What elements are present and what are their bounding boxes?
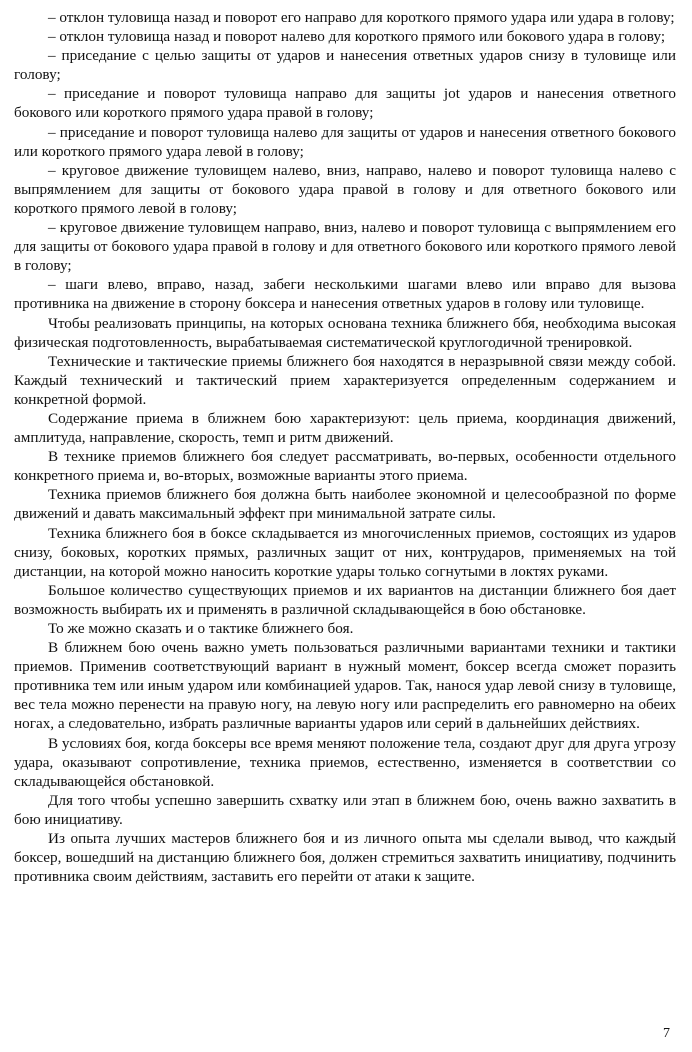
body-paragraph: В условиях боя, когда боксеры все время меняют положение тела, создают друг для друга угрозу удара, оказывают сопротивление, техника приемов, естественно, изменяется в соответствии со складывающейся обстановкой. (14, 734, 676, 790)
page-number: 7 (663, 1026, 670, 1041)
body-paragraph: То же можно сказать и о тактике ближнего боя. (48, 620, 354, 637)
body-paragraph: В ближнем бою очень важно уметь пользоваться различными вариантами техники и тактики приемов. Применив соответствующий вариант в нужный момент, боксер всегда сможет поразить противника тем или иным ударом или комбинацией ударов. Так, нанося удар левой снизу в туловище, вес тела можно перенести на правую ногу, на левую ногу или распределить его равномерно на обеих ногах, а следовательно, избрать различные варианты ударов или серий в дальнейших действиях. (14, 639, 676, 733)
body-paragraph: Для того чтобы успешно завершить схватку или этап в ближнем бою, очень важно захватить в бою инициативу. (14, 791, 676, 828)
list-item-steps: – шаги влево, вправо, назад, забеги несколькими шагами влево или вправо для вызова противника на движение в сторону боксера и нанесения ответных ударов в голову или туловище. (14, 276, 676, 313)
list-item-squat: – приседание с целью защиты от ударов и нанесения ответных ударов снизу в туловище или голову; (14, 47, 676, 84)
body-paragraph: Большое количество существующих приемов и их вариантов на дистанции ближнего боя дает возможность выбирать их и применять в различной складывающейся в бою обстановке. (14, 581, 676, 618)
body-paragraph: В технике приемов ближнего боя следует рассматривать, во-первых, особенности отдельного конкретного приема и, во-вторых, возможные варианты этого приема. (14, 448, 676, 485)
list-item-circular-left: – круговое движение туловищем налево, вниз, направо, налево и поворот туловища налево с выпрямлением для защиты от бокового удара правой в голову и для ответного бокового или короткого прямого левой в голову; (14, 161, 676, 217)
body-paragraph: Чтобы реализовать принципы, на которых основана техника ближнего ббя, необходима высокая физическая подготовленность, вырабатываемая систематической круглогодичной тренировкой. (14, 314, 676, 351)
list-item-squat-turn-right: – приседание и поворот туловища направо для защиты jot ударов и нанесения ответного бокового или короткого прямого удара правой в голову; (14, 85, 676, 122)
document-page (14, 8, 676, 886)
list-item-circular-right: – круговое движение туловищем направо, вниз, налево и поворот туловища с выпрямлением его для защиты от бокового удара правой в голову и для ответного бокового или короткого прямого левой в голову; (14, 219, 676, 275)
body-paragraph: Техника ближнего боя в боксе складывается из многочисленных приемов, состоящих из ударов снизу, боковых, коротких прямых, различных защит от них, контрударов, применяемых на той дистанции, на которой можно наносить короткие удары только согнутыми в локтях руками. (14, 524, 676, 580)
list-item-lean-back-right: – отклон туловища назад и поворот его направо для короткого прямого удара или удара в голову; (48, 9, 675, 26)
body-paragraph: Из опыта лучших мастеров ближнего боя и из личного опыта мы сделали вывод, что каждый боксер, вошедший на дистанцию ближнего боя, должен стремиться захватить инициативу, подчинить противника своим действиям, заставить его перейти от атаки к защите. (14, 830, 676, 886)
list-item-squat-turn-left: – приседание и поворот туловища налево для защиты от ударов и нанесения ответного бокового или короткого прямого удара левой в голову; (14, 123, 676, 160)
list-item-lean-back-left: – отклон туловища назад и поворот налево для короткого прямого или бокового удара в голову; (48, 28, 666, 46)
body-paragraph: Технические и тактические приемы ближнего боя находятся в неразрывной связи между собой. Каждый технический и тактический прием характеризуется определенным содержанием и конкретной формой. (14, 352, 676, 408)
body-paragraph: Техника приемов ближнего боя должна быть наиболее экономной и целесообразной по форме движений и давать максимальный эффект при минимальной затрате силы. (14, 486, 676, 523)
body-paragraph: Содержание приема в ближнем бою характеризуют: цель приема, координация движений, амплитуда, направление, скорость, темп и ритм движений. (14, 409, 676, 447)
